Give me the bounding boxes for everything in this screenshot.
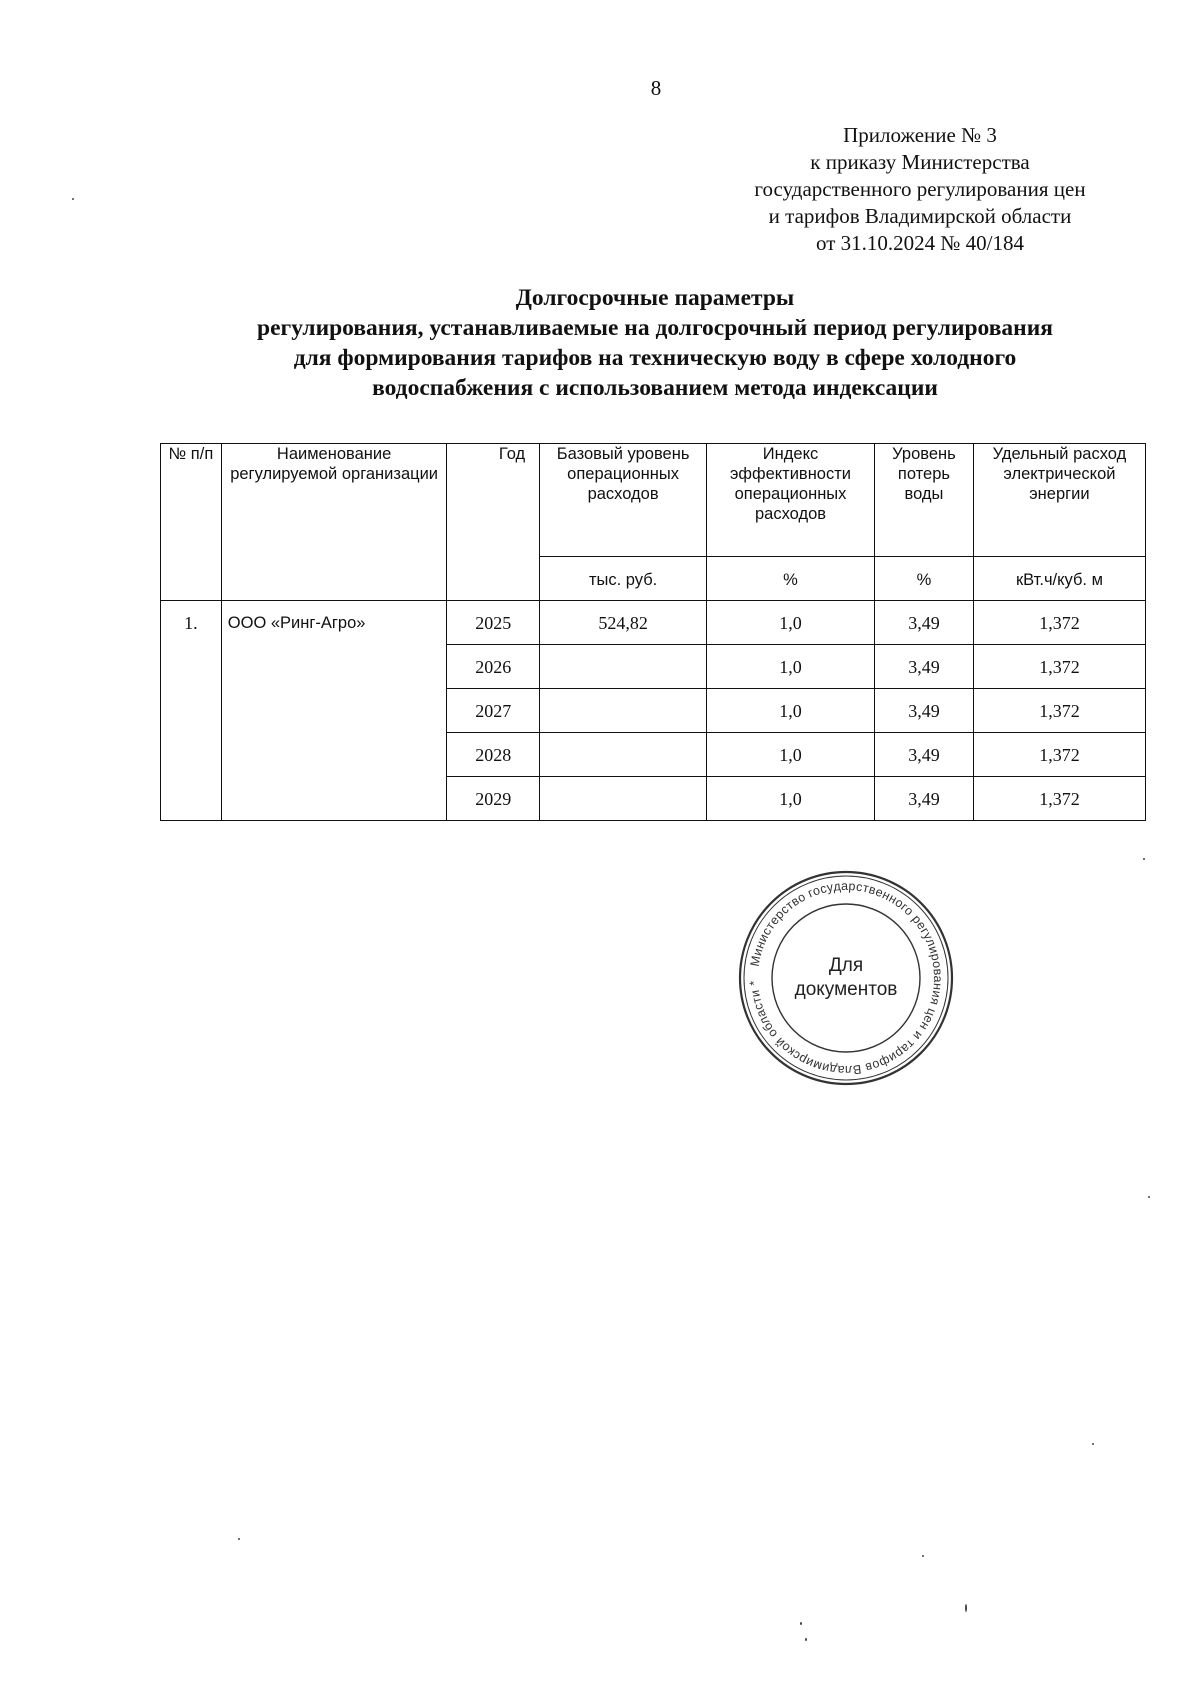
stamp-center-line: Для xyxy=(828,955,864,976)
cell-index: 1,0 xyxy=(707,733,875,777)
cell-year: 2028 xyxy=(447,733,540,777)
document-title xyxy=(150,283,1160,403)
stamp-center-text xyxy=(736,954,956,1002)
stamp-ring-text: Министерство государственного регулирования цен и тарифов Владимирской области * xyxy=(747,878,946,1078)
stamp-center-line: документов xyxy=(794,979,898,1000)
header-year: Год xyxy=(447,444,540,601)
cell-energy: 1,372 xyxy=(973,601,1145,645)
cell-year: 2025 xyxy=(447,601,540,645)
appendix-line: и тарифов Владимирской области xyxy=(768,204,1072,228)
scan-speck xyxy=(805,1638,807,1641)
cell-year: 2027 xyxy=(447,689,540,733)
title-line: для формирования тарифов на техническую воду в сфере холодного xyxy=(293,345,1017,371)
cell-year: 2029 xyxy=(447,777,540,821)
scan-speck xyxy=(1148,1196,1150,1198)
organization-name: ООО «Ринг-Агро» xyxy=(221,601,447,821)
cell-index: 1,0 xyxy=(707,601,875,645)
title-line: Долгосрочные параметры xyxy=(515,285,795,311)
header-efficiency-index: Индекс эффективности операционных расходов xyxy=(707,444,875,557)
header-water-losses: Уровень потерь воды xyxy=(874,444,973,557)
cell-base-level xyxy=(540,689,707,733)
row-number: 1. xyxy=(161,601,222,821)
cell-base-level xyxy=(540,733,707,777)
scan-speck xyxy=(965,1604,967,1612)
cell-losses: 3,49 xyxy=(874,689,973,733)
cell-energy: 1,372 xyxy=(973,689,1145,733)
appendix-line: к приказу Министерства xyxy=(810,150,1030,174)
scan-speck xyxy=(72,198,74,200)
header-organization: Наименование регулируемой организации xyxy=(221,444,447,601)
unit-energy: кВт.ч/куб. м xyxy=(973,557,1145,601)
cell-losses: 3,49 xyxy=(874,777,973,821)
cell-index: 1,0 xyxy=(707,645,875,689)
parameters-table xyxy=(160,443,1146,821)
unit-losses: % xyxy=(874,557,973,601)
scan-speck xyxy=(1092,1443,1094,1445)
official-stamp xyxy=(736,868,956,1088)
cell-base-level: 524,82 xyxy=(540,601,707,645)
scan-speck xyxy=(238,1538,240,1540)
cell-energy: 1,372 xyxy=(973,733,1145,777)
cell-losses: 3,49 xyxy=(874,601,973,645)
unit-base-level: тыс. руб. xyxy=(540,557,707,601)
header-energy-consumption: Удельный расход электрической энергии xyxy=(973,444,1145,557)
header-number: № п/п xyxy=(161,444,222,601)
scan-speck xyxy=(1143,858,1145,860)
scan-speck xyxy=(922,1555,924,1557)
cell-losses: 3,49 xyxy=(874,645,973,689)
cell-base-level xyxy=(540,777,707,821)
appendix-line: Приложение № 3 xyxy=(843,123,997,147)
page-number: 8 xyxy=(650,76,662,100)
title-line: водоспабжения с использованием метода индексации xyxy=(372,375,938,401)
title-line: регулирования, устанавливаемые на долгосрочный период регулирования xyxy=(257,315,1053,341)
header-base-level: Базовый уровень операционных расходов xyxy=(540,444,707,557)
cell-energy: 1,372 xyxy=(973,777,1145,821)
appendix-line: государственного регулирования цен xyxy=(754,177,1086,201)
unit-index: % xyxy=(707,557,875,601)
appendix-block xyxy=(700,122,1140,257)
scan-speck xyxy=(800,1622,802,1625)
table-row xyxy=(161,601,1146,645)
cell-index: 1,0 xyxy=(707,689,875,733)
cell-energy: 1,372 xyxy=(973,645,1145,689)
appendix-line: от 31.10.2024 № 40/184 xyxy=(815,231,1025,255)
cell-losses: 3,49 xyxy=(874,733,973,777)
cell-index: 1,0 xyxy=(707,777,875,821)
cell-base-level xyxy=(540,645,707,689)
cell-year: 2026 xyxy=(447,645,540,689)
